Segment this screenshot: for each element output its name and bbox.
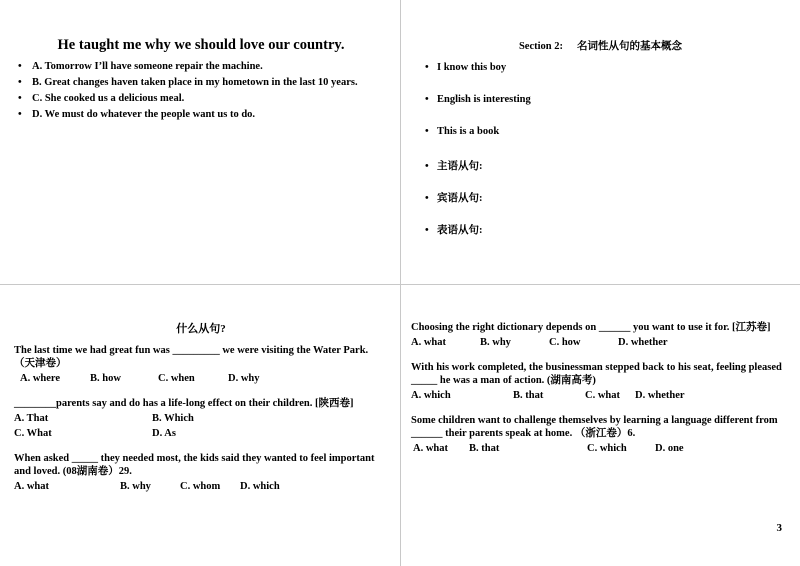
list-item: • D. We must do whatever the people want us to do.: [18, 109, 256, 120]
bullet-icon: •: [425, 193, 429, 204]
list-item: • 表语从句:: [425, 225, 483, 236]
question-text: Choosing the right dictionary depends on ______ you want to use it for. [江苏卷]: [411, 322, 771, 333]
option: D. whether: [618, 337, 668, 348]
option: D. whether: [635, 390, 685, 401]
question-block: [14, 344, 388, 385]
bullet-icon: •: [425, 161, 429, 172]
option: C. how: [549, 337, 581, 348]
page-number: 3: [776, 522, 782, 534]
question-text: When asked _____ they needed most, the kids said they wanted to feel important and loved. (08湖南卷）29.: [14, 453, 375, 477]
option: D. which: [240, 481, 280, 492]
list-item: • 主语从句:: [425, 161, 483, 172]
section-label: Section 2:: [518, 41, 564, 52]
option: B. that: [469, 443, 500, 454]
section-title: 名词性从句的基本概念: [577, 41, 683, 52]
slide-panel-1: [0, 0, 400, 284]
option: C. whom: [180, 481, 221, 492]
option: D. one: [655, 443, 684, 454]
option: B. why: [480, 337, 511, 348]
list-item: • This is a book: [425, 126, 500, 137]
bullet-icon: •: [18, 77, 22, 88]
panel3-heading: 什么从句?: [176, 323, 226, 335]
option: B. how: [90, 373, 121, 384]
question-text: With his work completed, the businessman stepped back to his seat, feeling pleased _____ he was a man of action. (湖南高考): [411, 362, 782, 386]
options-row: [14, 412, 388, 425]
options-row: [14, 480, 388, 493]
option: A. That: [14, 413, 49, 424]
option: A. what: [14, 481, 50, 492]
bullet-icon: •: [18, 93, 22, 104]
options-row: [411, 442, 788, 455]
option: B. that: [513, 390, 544, 401]
option: A. which: [411, 390, 451, 401]
question-text: ________parents say and do has a life-long effect on their children. [陕西卷]: [14, 398, 354, 409]
question-text: The last time we had great fun was _________ we were visiting the Water Park.（天津卷）: [14, 345, 369, 369]
list-item: • English is interesting: [425, 94, 531, 105]
option: A. where: [20, 373, 61, 384]
panel2-list: [413, 61, 788, 237]
panel1-list: [14, 60, 388, 121]
options-row: [14, 372, 388, 385]
panel1-title: He taught me why we should love our country.: [57, 37, 345, 53]
options-row: [14, 427, 388, 440]
list-item: • I know this boy: [425, 62, 507, 73]
option: C. what: [585, 390, 621, 401]
option: A. what: [411, 337, 447, 348]
slide-panel-2: [401, 0, 800, 284]
bullet-icon: •: [425, 126, 429, 137]
option: A. what: [413, 443, 449, 454]
bullet-icon: •: [425, 94, 429, 105]
question-block: [411, 361, 788, 402]
list-item: • A. Tomorrow I’ll have someone repair the machine.: [18, 61, 263, 72]
option: C. What: [14, 428, 52, 439]
options-row: [411, 389, 788, 402]
section-heading: [413, 40, 788, 53]
slide-panel-3: [0, 285, 400, 566]
bullet-icon: •: [18, 109, 22, 120]
bullet-icon: •: [425, 225, 429, 236]
slide-panel-4: [401, 285, 800, 566]
option: B. why: [120, 481, 151, 492]
question-block: [14, 452, 388, 493]
option: C. which: [587, 443, 627, 454]
question-text: Some children want to challenge themselves by learning a language different from ______ their parents speak at home. （浙江卷）6.: [411, 415, 778, 439]
question-block: [14, 397, 388, 440]
question-block: [411, 321, 788, 349]
list-item: • C. She cooked us a delicious meal.: [18, 93, 185, 104]
option: C. when: [158, 373, 195, 384]
bullet-icon: •: [425, 62, 429, 73]
option: D. As: [152, 428, 176, 439]
options-row: [411, 336, 788, 349]
option: D. why: [228, 373, 260, 384]
bullet-icon: •: [18, 61, 22, 72]
list-item: • 宾语从句:: [425, 193, 483, 204]
list-item: • B. Great changes haven taken place in my hometown in the last 10 years.: [18, 77, 358, 88]
question-block: [411, 414, 788, 455]
option: B. Which: [152, 413, 194, 424]
